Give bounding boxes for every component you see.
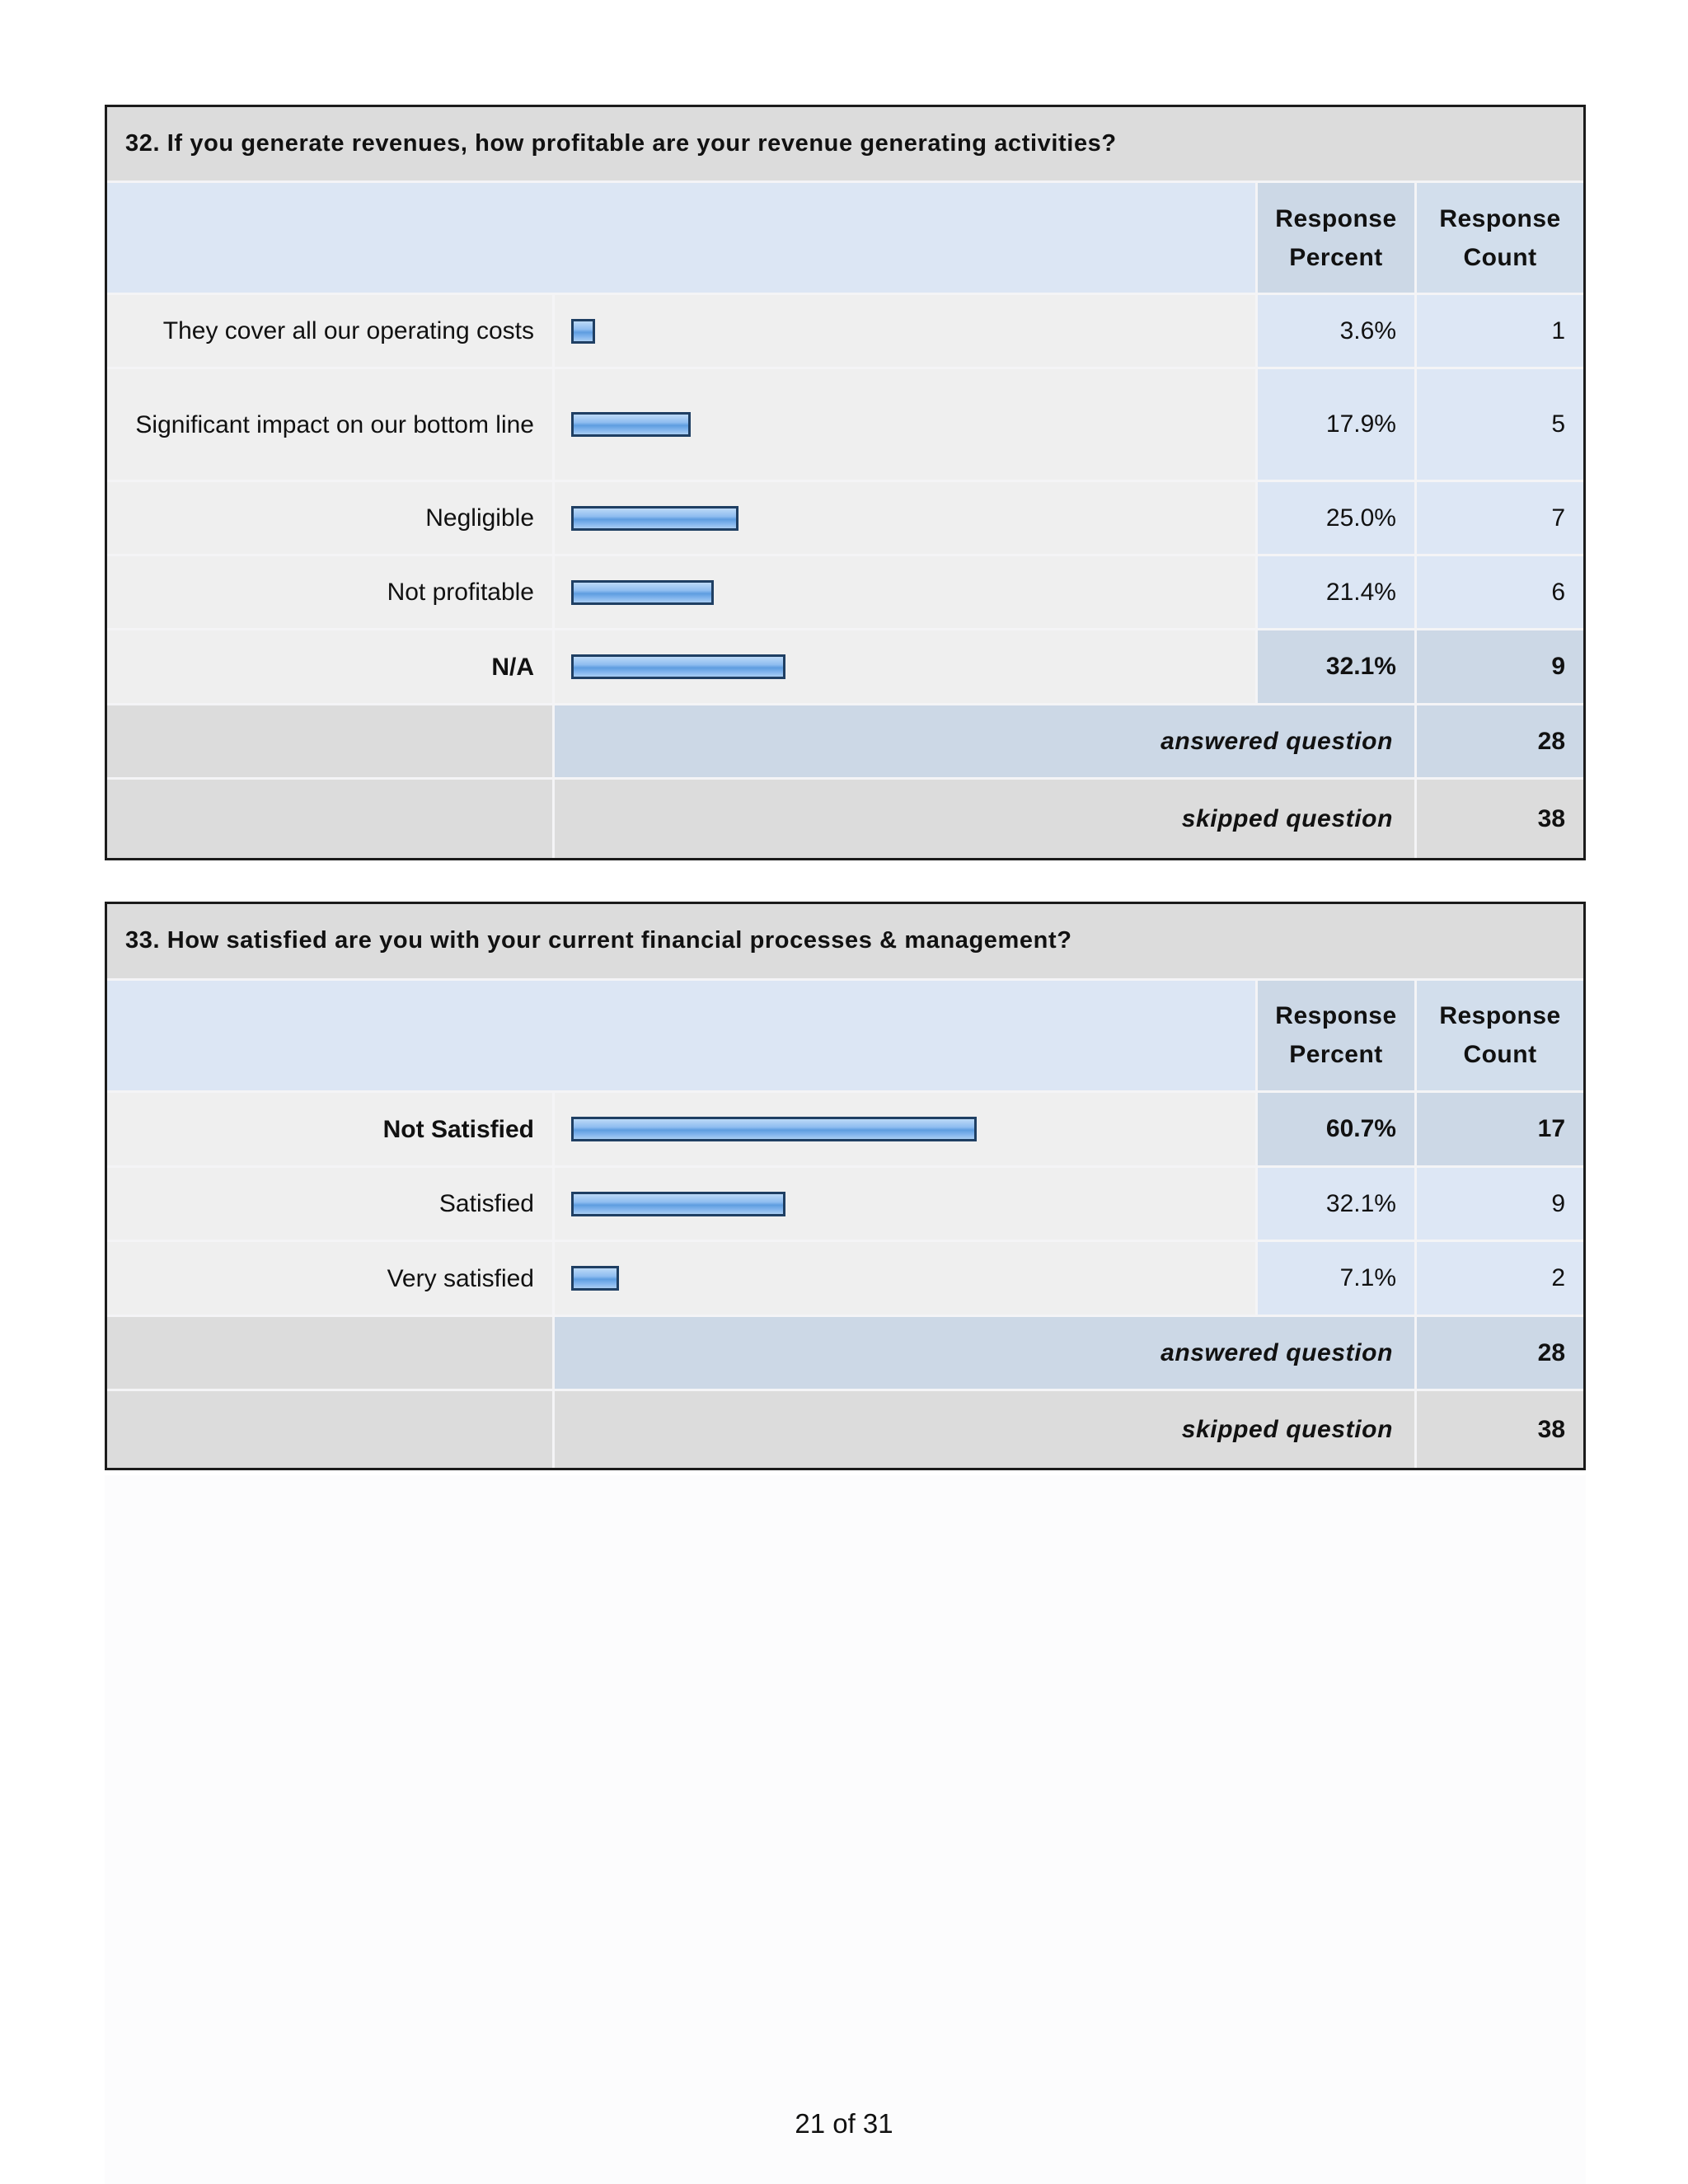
table-row <box>107 556 1583 630</box>
answer-label: Negligible <box>107 482 555 556</box>
table-row <box>107 1093 1583 1168</box>
header-response-percent: Response Percent <box>1258 183 1417 295</box>
response-percent: 32.1% <box>1258 1168 1417 1243</box>
answer-label: Satisfied <box>107 1168 555 1243</box>
response-percent: 3.6% <box>1258 295 1417 369</box>
header-blank <box>107 981 1258 1094</box>
footer-blank <box>107 1391 555 1468</box>
response-percent: 17.9% <box>1258 369 1417 482</box>
response-count: 6 <box>1417 556 1583 630</box>
answer-label: They cover all our operating costs <box>107 295 555 369</box>
response-count: 17 <box>1417 1093 1583 1168</box>
answer-label: Not profitable <box>107 556 555 630</box>
page-number: 21 of 31 <box>795 2108 893 2139</box>
table-row <box>107 482 1583 556</box>
answered-question-label: answered question <box>555 1317 1417 1392</box>
response-bar <box>571 506 738 531</box>
response-percent: 21.4% <box>1258 556 1417 630</box>
skipped-question-count: 38 <box>1417 1391 1583 1468</box>
answered-question-count: 28 <box>1417 705 1583 780</box>
response-bar <box>571 1266 619 1291</box>
question-title: 33. How satisfied are you with your current financial processes & management? <box>107 904 1583 981</box>
footer-blank <box>107 780 555 858</box>
response-bar <box>571 412 691 437</box>
response-bar <box>571 319 595 344</box>
response-percent: 32.1% <box>1258 630 1417 705</box>
response-count: 9 <box>1417 1168 1583 1243</box>
table-row <box>107 295 1583 369</box>
response-count: 7 <box>1417 482 1583 556</box>
header-response-percent: Response Percent <box>1258 981 1417 1094</box>
response-count: 9 <box>1417 630 1583 705</box>
footer-blank <box>107 1317 555 1392</box>
header-response-count: Response Count <box>1417 183 1583 295</box>
answer-label: N/A <box>107 630 555 705</box>
skipped-question-count: 38 <box>1417 780 1583 858</box>
question-32-table <box>105 105 1586 860</box>
response-bar <box>571 1192 785 1216</box>
response-percent: 60.7% <box>1258 1093 1417 1168</box>
response-percent: 25.0% <box>1258 482 1417 556</box>
answered-question-count: 28 <box>1417 1317 1583 1392</box>
skipped-question-label: skipped question <box>555 1391 1417 1468</box>
table-row <box>107 1168 1583 1243</box>
response-bar <box>571 580 714 605</box>
question-33-table <box>105 902 1586 1470</box>
question-title: 32. If you generate revenues, how profitable are your revenue generating activities? <box>107 107 1583 183</box>
page-shade <box>105 1475 1586 2184</box>
skipped-question-label: skipped question <box>555 780 1417 858</box>
response-bar <box>571 654 785 679</box>
answered-question-label: answered question <box>555 705 1417 780</box>
table-row <box>107 369 1583 482</box>
table-row <box>107 630 1583 705</box>
footer-blank <box>107 705 555 780</box>
response-count: 1 <box>1417 295 1583 369</box>
answer-label: Not Satisfied <box>107 1093 555 1168</box>
answer-label: Very satisfied <box>107 1242 555 1317</box>
header-blank <box>107 183 1258 295</box>
response-percent: 7.1% <box>1258 1242 1417 1317</box>
response-count: 2 <box>1417 1242 1583 1317</box>
header-response-count: Response Count <box>1417 981 1583 1094</box>
response-count: 5 <box>1417 369 1583 482</box>
table-row <box>107 1242 1583 1317</box>
answer-label: Significant impact on our bottom line <box>107 369 555 482</box>
response-bar <box>571 1117 977 1141</box>
